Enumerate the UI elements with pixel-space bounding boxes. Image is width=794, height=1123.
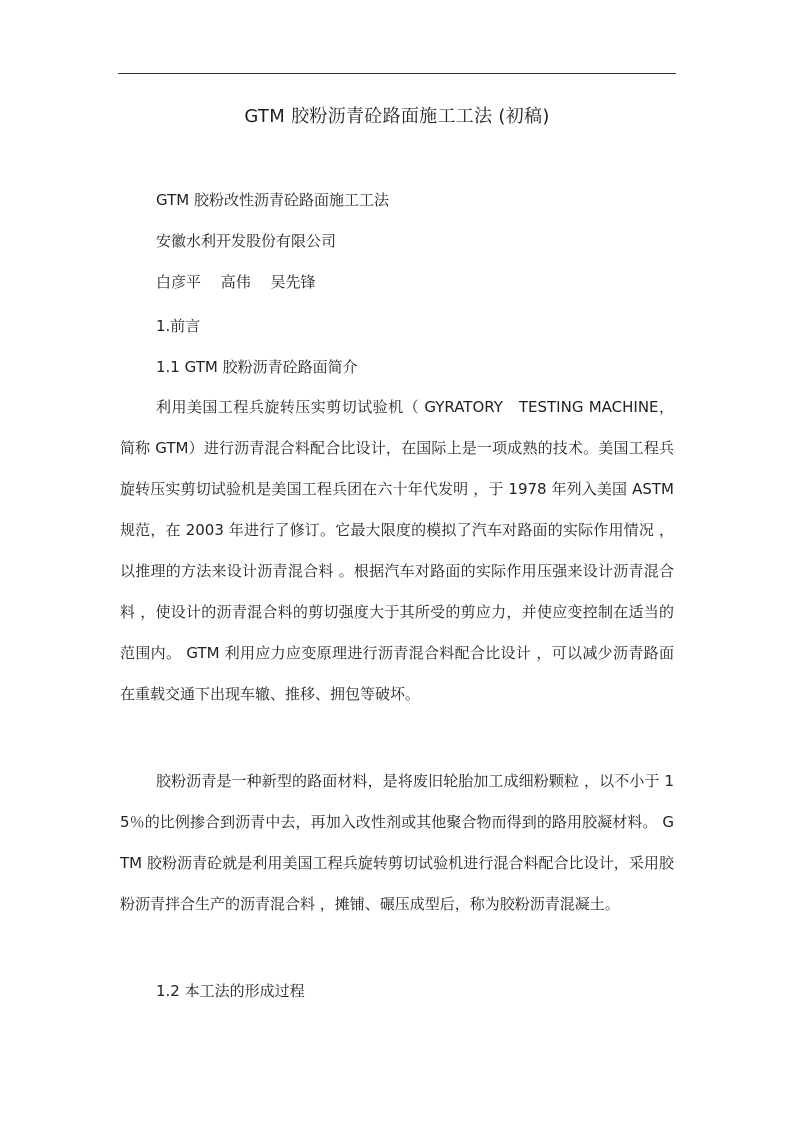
body-paragraph-1: 利用美国工程兵旋转压实剪切试验机（ GYRATORY TESTING MACHINE，简称 GTM）进行沥青混合料配合比设计，在国际上是一项成熟的技术。美国工程兵旋转压实剪切试验机是美国工程兵团在六十年代发明 ，于 1978 年列入美国 ASTM 规范，在 2003 年进行了修订。它最大限度的模拟了汽车对路面的实际作用情况 ，以推理的方法来设计沥青混合料 。根据汽车对路面的实际作用压强来设计沥青混合料 ，使设计的沥青混合料的剪切强度大于其所受的剪应力，并使应变控制在适当的范围内。 GTM 利用应力应变原理进行沥青混合料配合比设计 ，可以减少沥青路面在重载交通下出现车辙、推移、拥包等破坏。 — [120, 398, 674, 703]
header-rule — [118, 73, 676, 74]
authors: 白彦平 高伟 吴先锋 — [156, 273, 316, 291]
section-heading-1-2: 1.2 本工法的形成过程 — [156, 982, 305, 1000]
subtitle: GTM 胶粉改性沥青砼路面施工工法 — [156, 191, 389, 209]
body-paragraph-2: 胶粉沥青是一种新型的路面材料，是将废旧轮胎加工成细粉颗粒 ，以不小于 15％的比例掺合到沥青中去，再加入改性剂或其他聚合物而得到的路用胶凝材料。 GTM 胶粉沥青砼就是利用美国工程兵旋转剪切试验机进行混合料配合比设计，采用胶粉沥青拌合生产的沥青混合料 ，摊铺、碾压成型后，称为胶粉沥青混凝土。 — [120, 772, 674, 913]
section-heading-1-1: 1.1 GTM 胶粉沥青砼路面简介 — [156, 358, 358, 376]
section-heading-1: 1.前言 — [156, 317, 201, 335]
organization: 安徽水利开发股份有限公司 — [156, 232, 337, 250]
document-title: GTM 胶粉沥青砼路面施工工法 (初稿) — [244, 106, 550, 127]
